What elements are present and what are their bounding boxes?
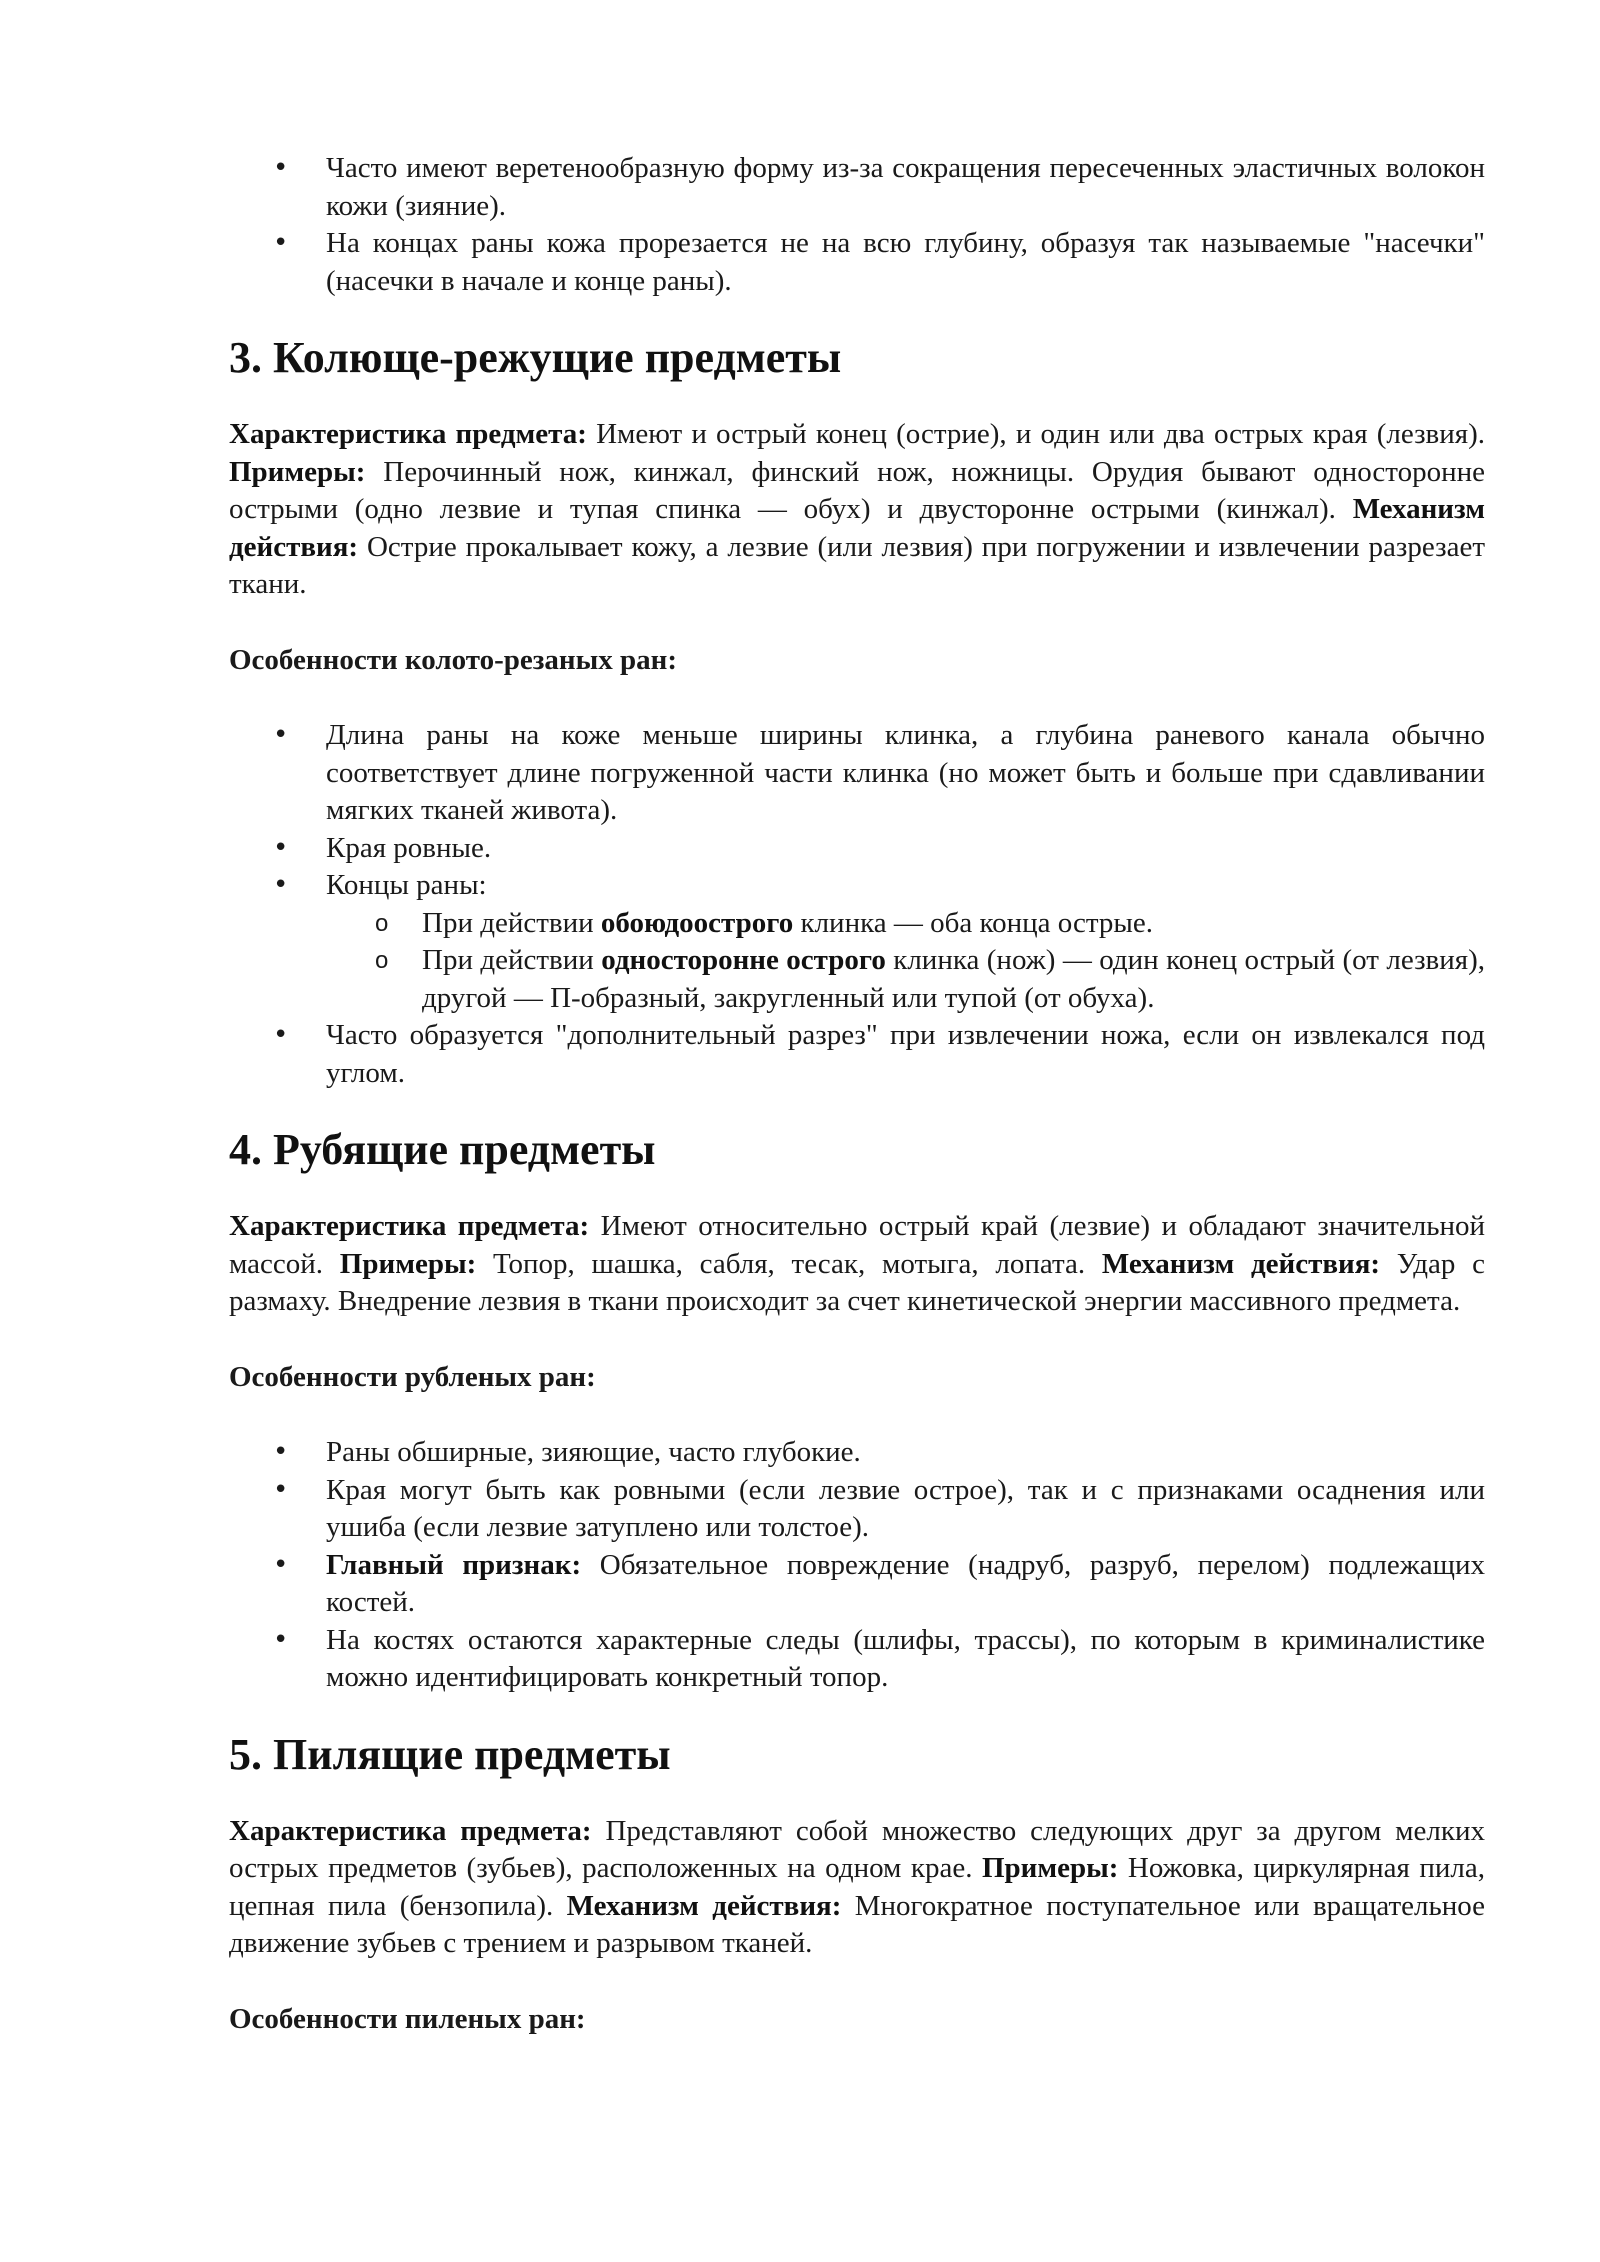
label-main-sign: Главный признак: — [326, 1548, 582, 1581]
list-item: • Часто образуется "дополнительный разрез" при извлечении ножа, если он извлекался под углом. — [229, 1017, 1485, 1092]
intro-bullet-list — [229, 150, 1485, 300]
sublist-item: o При действии односторонне острого клинка (нож) — один конец острый (от лезвия), другой — П-образный, закругленный или тупой (от обуха). — [229, 942, 1485, 1017]
list-item: • Края ровные. — [229, 830, 1485, 868]
label-mechanism: Механизм действия: — [229, 493, 1485, 563]
label-characteristic: Характеристика предмета: — [229, 1210, 590, 1242]
list-item: • Часто имеют веретенообразную форму из-за сокращения пересеченных эластичных волокон кожи (зияние). — [229, 150, 1485, 225]
section-4-subheading: Особенности рубленых ран: — [229, 1360, 596, 1393]
wound-ends-sublist — [229, 905, 1485, 1018]
section-3-description: Характеристика предмета: Имеют и острый конец (острие), и один или два острых края (лезвия). Примеры: Перочинный нож, кинжал, финский нож, ножницы. Орудия бывают односторонне острыми (одно лезвие и тупая спинка — обух) и двусторонне острыми (кинжал). Механизм действия: Острие прокалывает кожу, а лезвие (или лезвия) при погружении и извлечении разрезает ткани. — [229, 418, 1485, 600]
label-characteristic: Характеристика предмета: — [229, 418, 587, 450]
label-mechanism: Механизм действия: — [566, 1889, 842, 1922]
section-4-bullet-list — [229, 1434, 1485, 1697]
list-item: • Раны обширные, зияющие, часто глубокие. — [229, 1434, 1485, 1472]
label-characteristic: Характеристика предмета: — [229, 1814, 592, 1847]
section-5-subheading: Особенности пиленых ран: — [229, 2002, 586, 2035]
label-examples: Примеры: — [229, 455, 366, 488]
section-heading-3: 3. Колюще-режущие предметы — [229, 333, 842, 382]
list-item: • На концах раны кожа прорезается не на всю глубину, образуя так называемые "насечки" (насечки в начале и конце раны). — [229, 225, 1485, 300]
list-item: • Главный признак: Обязательное повреждение (надруб, разруб, перелом) подлежащих костей. — [229, 1547, 1485, 1622]
label-examples: Примеры: — [339, 1247, 477, 1280]
list-item: • Длина раны на коже меньше ширины клинка, а глубина раневого канала обычно соответствует длине погруженной части клинка (но может быть и больше при сдавливании мягких тканей живота). — [229, 717, 1485, 830]
list-item: • Края могут быть как ровными (если лезвие острое), так и с признаками осаднения или ушиба (если лезвие затуплено или толстое). — [229, 1472, 1485, 1547]
list-item: • На костях остаются характерные следы (шлифы, трассы), по которым в криминалистике можно идентифицировать конкретный топор. — [229, 1622, 1485, 1697]
label-mechanism: Механизм действия: — [1101, 1247, 1381, 1280]
sublist-item: o При действии обоюдоострого клинка — оба конца острые. — [229, 905, 1485, 943]
section-heading-4: 4. Рубящие предметы — [229, 1125, 656, 1174]
label-examples: Примеры: — [981, 1852, 1119, 1884]
section-3-bullet-list — [229, 717, 1485, 1092]
section-heading-5: 5. Пилящие предметы — [229, 1729, 671, 1779]
section-5-description: Характеристика предмета: Представляют собой множество следующих друг за другом мелких острых предметов (зубьев), расположенных на одном крае. Примеры: Ножовка, циркулярная пила, цепная пила (бензопила). Механизм действия: Многократное поступательное или вращательное движение зубьев с трением и разрывом тканей. — [229, 1814, 1486, 1959]
list-item: • Концы раны: o При действии обоюдоострого клинка — оба конца острые. o При действии односторонне острого клинка (нож) — один конец острый (от лезвия), другой — П-образный, закругленный или тупой (от обуха). — [229, 867, 1485, 1017]
section-3-subheading: Особенности колото-резаных ран: — [229, 643, 678, 676]
section-4-description: Характеристика предмета: Имеют относительно острый край (лезвие) и обладают значительной массой. Примеры: Топор, шашка, сабля, тесак, мотыга, лопата. Механизм действия: Удар с размаху. Внедрение лезвия в ткани происходит за счет кинетической энергии массивного предмета. — [229, 1210, 1486, 1317]
page-content — [229, 150, 1485, 2038]
